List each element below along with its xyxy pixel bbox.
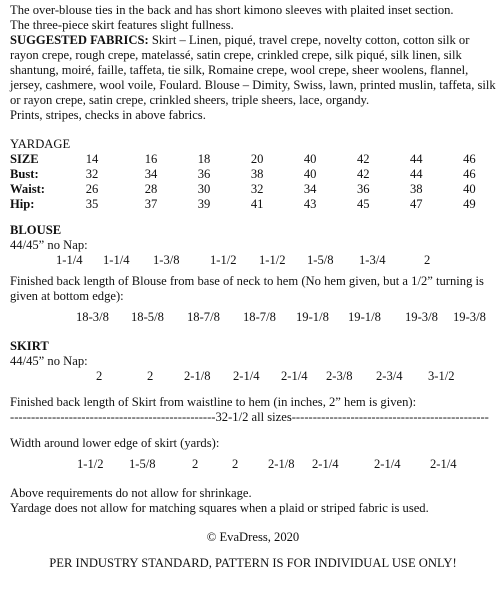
- skirt-width-value: 1-5/8: [129, 457, 156, 471]
- bust-value: 32: [85, 167, 99, 181]
- yardage-heading: YARDAGE: [10, 137, 71, 151]
- suggested-fabrics: [10, 33, 496, 108]
- size-value: 40: [303, 152, 317, 166]
- blouse-yardage-value: 1-3/8: [153, 253, 180, 267]
- skirt-yardage-value: 2-1/4: [233, 369, 260, 383]
- blouse-back-length-text: Finished back length of Blouse from base of neck to hem (No hem given, but a 1/2” turning is given at bottom edge):: [10, 274, 484, 303]
- skirt-yardage-value: 2-1/8: [184, 369, 211, 383]
- hip-value: 37: [144, 197, 158, 211]
- description-line-2: The three-piece skirt features slight fullness.: [10, 18, 234, 32]
- intro-section: [10, 3, 496, 123]
- skirt-width-value: 2-1/8: [268, 457, 295, 471]
- blouse-heading: BLOUSE: [10, 223, 62, 237]
- blouse-yardage-value: 2: [424, 253, 431, 267]
- blouse-back-length-value: 18-7/8: [243, 310, 276, 324]
- prints-text: Prints, stripes, checks in above fabrics.: [10, 108, 206, 122]
- bust-value: 46: [463, 167, 476, 181]
- skirt-yardage-value: 2-3/4: [376, 369, 403, 383]
- shrinkage-note: Above requirements do not allow for shrinkage.: [10, 486, 252, 500]
- description-line-1: The over-blouse ties in the back and has short kimono sleeves with plaited inset section.: [10, 3, 454, 17]
- hip-value: 43: [303, 197, 317, 211]
- hip-value: 35: [85, 197, 99, 211]
- skirt-yardage-value: 2: [96, 369, 103, 383]
- blouse-back-length-value: 18-5/8: [131, 310, 164, 324]
- skirt-width-value: 2: [192, 457, 199, 471]
- row-label: Bust:: [10, 167, 39, 181]
- skirt-width-value: 2: [232, 457, 239, 471]
- skirt-yardage-value: 2-1/4: [281, 369, 308, 383]
- hip-value: 49: [463, 197, 476, 211]
- blouse-back-length-value: 18-3/8: [76, 310, 109, 324]
- skirt-yardage-value: 3-1/2: [428, 369, 455, 383]
- size-value: 18: [197, 152, 211, 166]
- blouse-back-length-value: 18-7/8: [187, 310, 220, 324]
- hip-value: 47: [410, 197, 423, 211]
- skirt-width-value: 2-1/4: [430, 457, 457, 471]
- blouse-back-length-value: 19-3/8: [453, 310, 486, 324]
- fabrics-text: Skirt – Linen, piqué, travel crepe, novelty cotton, cotton silk or rayon crepe, rough crepe, matelassé, satin crepe, crinkled crepe, silk piqué, silk linen, silk shantung, moiré, faille, taffeta, tie silk, Romaine crepe, wool crepe, sheer woolens, flannel, jersey, cashmere, wool voile, Foulard. Blouse – Dimity, Swiss, lawn, printed muslin, taffeta, silk or rayon crepe, satin crepe, crinkled sheers, triple sheers, lace, organdy.: [10, 33, 496, 107]
- blouse-back-length-row: [10, 310, 496, 325]
- row-label: Waist:: [10, 182, 45, 196]
- waist-value: 26: [85, 182, 99, 196]
- blouse-yardage-value: 1-1/4: [103, 253, 130, 267]
- waist-row: [10, 182, 496, 197]
- waist-value: 32: [250, 182, 264, 196]
- size-value: 14: [85, 152, 99, 166]
- bust-value: 38: [250, 167, 264, 181]
- industry-standard-notice: PER INDUSTRY STANDARD, PATTERN IS FOR INDIVIDUAL USE ONLY!: [49, 556, 457, 570]
- row-label: Hip:: [10, 197, 35, 211]
- skirt-width-text: Width around lower edge of skirt (yards):: [10, 436, 220, 450]
- skirt-all-sizes-rule: -------------------------------------------------32-1/2 all sizes-----------------------------------------------: [10, 410, 489, 424]
- skirt-width-value: 1-1/2: [77, 457, 104, 471]
- size-value: 16: [144, 152, 158, 166]
- hip-row: [10, 197, 496, 212]
- waist-value: 40: [463, 182, 476, 196]
- blouse-nap-label: 44/45” no Nap:: [10, 238, 88, 252]
- skirt-back-length-text: Finished back length of Skirt from waistline to hem (in inches, 2” hem is given):: [10, 395, 417, 409]
- pattern-info-page: [10, 3, 496, 571]
- hip-value: 41: [250, 197, 264, 211]
- blouse-back-length-value: 19-3/8: [405, 310, 438, 324]
- row-label: SIZE: [10, 152, 39, 166]
- skirt-yardage-value: 2: [147, 369, 154, 383]
- bust-value: 40: [303, 167, 317, 181]
- blouse-yardage-value: 1-3/4: [359, 253, 386, 267]
- blouse-back-length-value: 19-1/8: [296, 310, 329, 324]
- blouse-yardage-row: [10, 253, 496, 268]
- bust-value: 44: [410, 167, 423, 181]
- size-value: 46: [463, 152, 476, 166]
- bust-value: 42: [356, 167, 370, 181]
- blouse-back-length-value: 19-1/8: [348, 310, 381, 324]
- size-table: [10, 152, 496, 212]
- skirt-yardage-row: [10, 369, 496, 384]
- waist-value: 38: [410, 182, 423, 196]
- skirt-width-value: 2-1/4: [312, 457, 339, 471]
- blouse-yardage-value: 1-1/2: [210, 253, 237, 267]
- skirt-heading: SKIRT: [10, 339, 49, 353]
- hip-value: 45: [356, 197, 370, 211]
- blouse-yardage-value: 1-1/4: [56, 253, 83, 267]
- hip-value: 39: [197, 197, 211, 211]
- size-value: 20: [250, 152, 264, 166]
- skirt-width-value: 2-1/4: [374, 457, 401, 471]
- waist-value: 36: [356, 182, 370, 196]
- skirt-yardage-value: 2-3/8: [326, 369, 353, 383]
- waist-value: 30: [197, 182, 211, 196]
- matching-note: Yardage does not allow for matching squares when a plaid or striped fabric is used.: [10, 501, 429, 515]
- size-value: 42: [356, 152, 370, 166]
- blouse-yardage-value: 1-1/2: [259, 253, 286, 267]
- copyright-notice: © EvaDress, 2020: [206, 530, 300, 544]
- waist-value: 28: [144, 182, 158, 196]
- skirt-nap-label: 44/45” no Nap:: [10, 354, 88, 368]
- fabrics-label: SUGGESTED FABRICS:: [10, 33, 149, 47]
- bust-value: 36: [197, 167, 211, 181]
- waist-value: 34: [303, 182, 317, 196]
- bust-row: [10, 167, 496, 182]
- size-value: 44: [410, 152, 423, 166]
- blouse-yardage-value: 1-5/8: [307, 253, 334, 267]
- size-row: [10, 152, 496, 167]
- bust-value: 34: [144, 167, 158, 181]
- skirt-width-row: [10, 457, 496, 472]
